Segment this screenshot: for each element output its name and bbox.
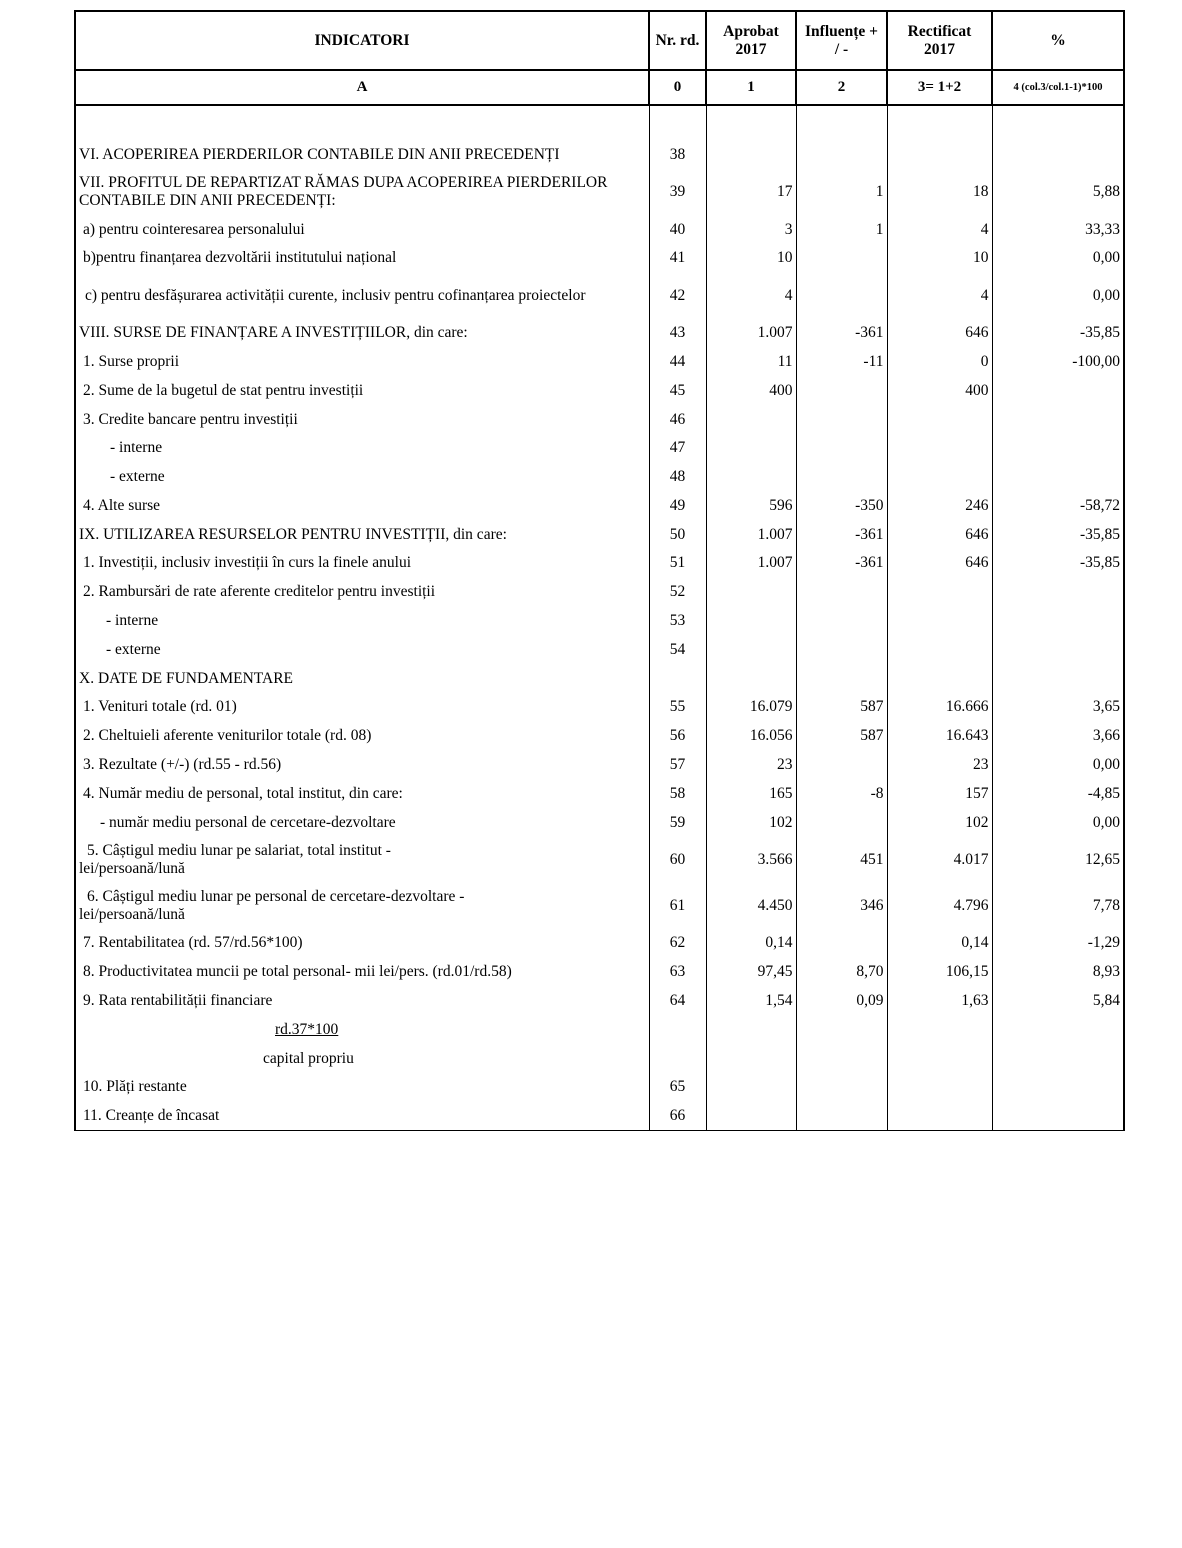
row-influente	[796, 272, 887, 318]
row-aprobat	[706, 405, 796, 434]
table-row	[75, 1044, 1124, 1073]
row-influente: -350	[796, 491, 887, 520]
row-influente: 587	[796, 722, 887, 751]
row-aprobat: 3.566	[706, 837, 796, 883]
column-index-row	[75, 70, 1124, 105]
row-procent: -35,85	[992, 520, 1124, 549]
row-aprobat: 16.079	[706, 693, 796, 722]
row-label: b)pentru finanțarea dezvoltării institutului național	[75, 244, 649, 273]
table-row	[75, 779, 1124, 808]
row-label: - externe	[75, 462, 649, 491]
col-index-1: 1	[706, 70, 796, 105]
row-nr: 53	[649, 606, 706, 635]
col-header-aprobat: Aprobat 2017	[706, 11, 796, 70]
row-influente: 1	[796, 169, 887, 215]
header-row	[75, 11, 1124, 70]
row-influente	[796, 405, 887, 434]
row-procent: 12,65	[992, 837, 1124, 883]
row-aprobat: 11	[706, 347, 796, 376]
row-procent	[992, 606, 1124, 635]
table-row	[75, 664, 1124, 693]
row-nr: 49	[649, 491, 706, 520]
row-nr: 65	[649, 1073, 706, 1102]
row-influente	[796, 606, 887, 635]
table-row	[75, 958, 1124, 987]
row-aprobat: 97,45	[706, 958, 796, 987]
table-row	[75, 1102, 1124, 1131]
table-row	[75, 549, 1124, 578]
row-procent	[992, 376, 1124, 405]
row-procent	[992, 1102, 1124, 1131]
formula-denominator: capital propriu	[263, 1049, 354, 1067]
row-label: - număr mediu personal de cercetare-dezvoltare	[75, 808, 649, 837]
row-nr	[649, 1044, 706, 1073]
row-procent: -35,85	[992, 318, 1124, 347]
row-label: 1. Surse proprii	[75, 347, 649, 376]
col-header-indicatori: INDICATORI	[75, 11, 649, 70]
row-rectificat	[887, 1044, 992, 1073]
table-row	[75, 491, 1124, 520]
row-influente	[796, 1015, 887, 1044]
row-procent	[992, 1044, 1124, 1073]
row-nr: 39	[649, 169, 706, 215]
row-procent	[992, 434, 1124, 463]
row-rectificat: 400	[887, 376, 992, 405]
row-influente: -8	[796, 779, 887, 808]
row-label: 1. Investiții, inclusiv investiții în curs la finele anului	[75, 549, 649, 578]
col-header-nr-rd: Nr. rd.	[649, 11, 706, 70]
row-rectificat: 10	[887, 244, 992, 273]
row-rectificat	[887, 1015, 992, 1044]
table-row	[75, 405, 1124, 434]
row-rectificat	[887, 635, 992, 664]
row-rectificat: 4.017	[887, 837, 992, 883]
row-influente: -361	[796, 318, 887, 347]
row-aprobat	[706, 606, 796, 635]
row-rectificat: 4	[887, 272, 992, 318]
row-aprobat	[706, 635, 796, 664]
row-nr: 43	[649, 318, 706, 347]
row-influente	[796, 376, 887, 405]
table-row	[75, 929, 1124, 958]
table-row	[75, 986, 1124, 1015]
table-row	[75, 578, 1124, 607]
row-nr: 41	[649, 244, 706, 273]
row-influente	[796, 929, 887, 958]
row-aprobat	[706, 664, 796, 693]
row-influente	[796, 664, 887, 693]
row-label: 1. Venituri totale (rd. 01)	[75, 693, 649, 722]
row-rectificat	[887, 578, 992, 607]
formula-numerator: rd.37*100	[275, 1020, 339, 1038]
table-row	[75, 808, 1124, 837]
row-label	[75, 1044, 649, 1073]
row-nr: 59	[649, 808, 706, 837]
col-index-a: A	[75, 70, 649, 105]
row-rectificat: 102	[887, 808, 992, 837]
row-rectificat: 4.796	[887, 883, 992, 929]
row-rectificat	[887, 405, 992, 434]
row-aprobat: 1.007	[706, 549, 796, 578]
row-procent: 0,00	[992, 244, 1124, 273]
row-aprobat: 10	[706, 244, 796, 273]
table-row	[75, 883, 1124, 929]
row-label: 4. Număr mediu de personal, total institut, din care:	[75, 779, 649, 808]
col-header-procent: %	[992, 11, 1124, 70]
row-nr: 52	[649, 578, 706, 607]
row-label: 3. Rezultate (+/-) (rd.55 - rd.56)	[75, 750, 649, 779]
table-row	[75, 215, 1124, 244]
row-nr: 62	[649, 929, 706, 958]
row-nr: 42	[649, 272, 706, 318]
row-nr: 54	[649, 635, 706, 664]
row-label: 7. Rentabilitatea (rd. 57/rd.56*100)	[75, 929, 649, 958]
row-influente: -361	[796, 520, 887, 549]
row-procent: 0,00	[992, 272, 1124, 318]
row-procent: 33,33	[992, 215, 1124, 244]
row-aprobat: 1.007	[706, 520, 796, 549]
table-row	[75, 635, 1124, 664]
row-nr: 48	[649, 462, 706, 491]
row-nr: 46	[649, 405, 706, 434]
row-procent	[992, 635, 1124, 664]
row-influente: 451	[796, 837, 887, 883]
table-row	[75, 169, 1124, 215]
row-aprobat: 16.056	[706, 722, 796, 751]
row-procent: 5,88	[992, 169, 1124, 215]
row-rectificat: 246	[887, 491, 992, 520]
row-aprobat: 4.450	[706, 883, 796, 929]
row-influente: 8,70	[796, 958, 887, 987]
row-aprobat	[706, 1015, 796, 1044]
row-aprobat: 400	[706, 376, 796, 405]
row-nr: 57	[649, 750, 706, 779]
row-influente	[796, 462, 887, 491]
row-label: 2. Cheltuieli aferente veniturilor totale (rd. 08)	[75, 722, 649, 751]
table-row	[75, 318, 1124, 347]
col-index-4: 4 (col.3/col.1-1)*100	[992, 70, 1124, 105]
row-influente	[796, 1102, 887, 1131]
row-influente: 0,09	[796, 986, 887, 1015]
row-influente: 346	[796, 883, 887, 929]
row-rectificat: 16.666	[887, 693, 992, 722]
row-label: 6. Câștigul mediu lunar pe personal de cercetare-dezvoltare - lei/persoană/lună	[75, 883, 649, 929]
row-procent	[992, 1073, 1124, 1102]
row-rectificat: 1,63	[887, 986, 992, 1015]
row-procent: 0,00	[992, 750, 1124, 779]
row-label: 4. Alte surse	[75, 491, 649, 520]
row-nr	[649, 1015, 706, 1044]
row-aprobat: 3	[706, 215, 796, 244]
row-aprobat: 1,54	[706, 986, 796, 1015]
row-rectificat: 106,15	[887, 958, 992, 987]
row-label: 2. Sume de la bugetul de stat pentru investiții	[75, 376, 649, 405]
row-label: - interne	[75, 606, 649, 635]
row-rectificat: 0,14	[887, 929, 992, 958]
row-influente	[796, 1073, 887, 1102]
row-procent: -35,85	[992, 549, 1124, 578]
row-rectificat: 16.643	[887, 722, 992, 751]
row-rectificat: 646	[887, 318, 992, 347]
row-procent: -1,29	[992, 929, 1124, 958]
row-nr: 51	[649, 549, 706, 578]
row-label: X. DATE DE FUNDAMENTARE	[75, 664, 649, 693]
table-row	[75, 462, 1124, 491]
row-rectificat: 646	[887, 549, 992, 578]
row-nr: 61	[649, 883, 706, 929]
row-aprobat: 23	[706, 750, 796, 779]
table-row	[75, 434, 1124, 463]
row-label: - interne	[75, 434, 649, 463]
row-procent: 5,84	[992, 986, 1124, 1015]
row-nr: 63	[649, 958, 706, 987]
row-label: 8. Productivitatea muncii pe total personal- mii lei/pers. (rd.01/rd.58)	[75, 958, 649, 987]
row-nr: 58	[649, 779, 706, 808]
row-influente	[796, 140, 887, 169]
row-nr: 56	[649, 722, 706, 751]
row-rectificat	[887, 434, 992, 463]
table-row	[75, 376, 1124, 405]
row-rectificat: 0	[887, 347, 992, 376]
row-aprobat: 165	[706, 779, 796, 808]
row-aprobat: 1.007	[706, 318, 796, 347]
row-rectificat: 23	[887, 750, 992, 779]
col-index-0: 0	[649, 70, 706, 105]
row-rectificat	[887, 140, 992, 169]
row-nr: 44	[649, 347, 706, 376]
indicators-table	[74, 10, 1125, 1131]
row-rectificat: 157	[887, 779, 992, 808]
row-influente	[796, 1044, 887, 1073]
table-row	[75, 520, 1124, 549]
row-aprobat: 17	[706, 169, 796, 215]
table-row	[75, 1015, 1124, 1044]
table-row	[75, 347, 1124, 376]
table-row	[75, 1073, 1124, 1102]
row-rectificat	[887, 1102, 992, 1131]
spacer-row	[75, 105, 1124, 140]
row-procent: 7,78	[992, 883, 1124, 929]
table-row	[75, 722, 1124, 751]
row-procent: -100,00	[992, 347, 1124, 376]
row-procent: -58,72	[992, 491, 1124, 520]
row-aprobat	[706, 1044, 796, 1073]
row-label	[75, 1015, 649, 1044]
table-row	[75, 140, 1124, 169]
row-influente: 587	[796, 693, 887, 722]
row-aprobat: 0,14	[706, 929, 796, 958]
row-procent: -4,85	[992, 779, 1124, 808]
table-row	[75, 693, 1124, 722]
row-nr: 64	[649, 986, 706, 1015]
row-nr: 60	[649, 837, 706, 883]
row-procent	[992, 405, 1124, 434]
row-label: VIII. SURSE DE FINANȚARE A INVESTIȚIILOR, din care:	[75, 318, 649, 347]
row-rectificat	[887, 1073, 992, 1102]
row-rectificat	[887, 664, 992, 693]
row-rectificat	[887, 462, 992, 491]
row-label: 5. Câștigul mediu lunar pe salariat, total institut -lei/persoană/lună	[75, 837, 649, 883]
row-label: - externe	[75, 635, 649, 664]
row-influente: -11	[796, 347, 887, 376]
row-influente	[796, 578, 887, 607]
row-influente	[796, 635, 887, 664]
row-rectificat: 646	[887, 520, 992, 549]
row-label: VII. PROFITUL DE REPARTIZAT RĂMAS DUPA ACOPERIREA PIERDERILOR CONTABILE DIN ANII PRECEDENȚI:	[75, 169, 649, 215]
row-influente	[796, 244, 887, 273]
table-row	[75, 244, 1124, 273]
row-rectificat: 18	[887, 169, 992, 215]
row-label: 2. Rambursări de rate aferente creditelor pentru investiții	[75, 578, 649, 607]
table-body	[75, 140, 1124, 1131]
row-influente: 1	[796, 215, 887, 244]
row-label: IX. UTILIZAREA RESURSELOR PENTRU INVESTIȚII, din care:	[75, 520, 649, 549]
row-label: 9. Rata rentabilității financiare	[75, 986, 649, 1015]
table-row	[75, 837, 1124, 883]
row-label: 10. Plăți restante	[75, 1073, 649, 1102]
col-index-2: 2	[796, 70, 887, 105]
row-aprobat: 596	[706, 491, 796, 520]
row-influente	[796, 808, 887, 837]
row-nr: 50	[649, 520, 706, 549]
row-procent	[992, 578, 1124, 607]
row-aprobat	[706, 434, 796, 463]
row-nr: 66	[649, 1102, 706, 1131]
row-nr: 40	[649, 215, 706, 244]
row-procent	[992, 664, 1124, 693]
row-aprobat	[706, 1073, 796, 1102]
row-label: 11. Creanțe de încasat	[75, 1102, 649, 1131]
row-procent: 8,93	[992, 958, 1124, 987]
row-label: c) pentru desfășurarea activității curente, inclusiv pentru cofinanțarea proiectelor	[75, 272, 649, 318]
row-procent	[992, 1015, 1124, 1044]
table-row	[75, 606, 1124, 635]
row-aprobat	[706, 462, 796, 491]
row-rectificat: 4	[887, 215, 992, 244]
row-rectificat	[887, 606, 992, 635]
row-aprobat	[706, 578, 796, 607]
row-label: 3. Credite bancare pentru investiții	[75, 405, 649, 434]
table-row	[75, 750, 1124, 779]
row-procent	[992, 140, 1124, 169]
col-header-influente: Influențe + / -	[796, 11, 887, 70]
row-aprobat: 102	[706, 808, 796, 837]
row-influente	[796, 750, 887, 779]
budget-indicators-sheet	[74, 10, 1123, 1131]
row-nr: 47	[649, 434, 706, 463]
row-procent	[992, 462, 1124, 491]
row-aprobat	[706, 1102, 796, 1131]
row-nr	[649, 664, 706, 693]
row-procent: 3,65	[992, 693, 1124, 722]
row-nr: 45	[649, 376, 706, 405]
row-label: VI. ACOPERIREA PIERDERILOR CONTABILE DIN ANII PRECEDENȚI	[75, 140, 649, 169]
row-nr: 55	[649, 693, 706, 722]
table-row	[75, 272, 1124, 318]
row-procent: 3,66	[992, 722, 1124, 751]
col-index-3: 3= 1+2	[887, 70, 992, 105]
row-nr: 38	[649, 140, 706, 169]
row-aprobat: 4	[706, 272, 796, 318]
row-label: a) pentru cointeresarea personalului	[75, 215, 649, 244]
row-aprobat	[706, 140, 796, 169]
row-influente: -361	[796, 549, 887, 578]
row-procent: 0,00	[992, 808, 1124, 837]
row-influente	[796, 434, 887, 463]
col-header-rectificat: Rectificat 2017	[887, 11, 992, 70]
